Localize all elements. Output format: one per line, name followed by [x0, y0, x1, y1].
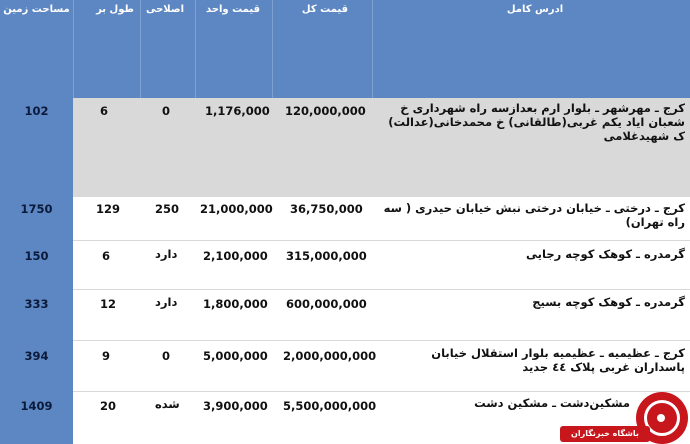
- cell-area[interactable]: 394: [24, 349, 49, 363]
- header-divider: [372, 0, 373, 98]
- area-column: [0, 98, 73, 444]
- header-divider: [73, 0, 74, 98]
- header-address[interactable]: ادرس کامل: [506, 4, 564, 15]
- cell-address[interactable]: مشکین‌دشت ـ مشکین دشت: [474, 396, 630, 410]
- row-divider: [73, 340, 690, 341]
- cell-frontage[interactable]: 6: [100, 104, 109, 118]
- header-area[interactable]: مساحت زمین: [3, 4, 70, 15]
- cell-total-price[interactable]: 2,000,000,000: [283, 349, 377, 363]
- cell-address[interactable]: گرمدره ـ کوهک کوچه بسیج: [532, 295, 685, 309]
- header-divider: [195, 0, 196, 98]
- cell-address[interactable]: گرمدره ـ کوهک کوچه رجایی: [526, 247, 685, 261]
- header-correction[interactable]: اصلاحی: [145, 4, 184, 15]
- cell-correction[interactable]: 0: [162, 349, 171, 363]
- cell-total-price[interactable]: 600,000,000: [286, 297, 367, 311]
- cell-frontage[interactable]: 9: [102, 349, 111, 363]
- cell-area[interactable]: 1750: [20, 202, 53, 216]
- cell-total-price[interactable]: 36,750,000: [290, 202, 363, 216]
- cell-address[interactable]: کرج ـ مهرشهر ـ بلوار ارم بعدازسه راه شهرداری خ شعبان ایاد یکم غربی(طالقانی) خ محمدخانی(عدالت) ک شهیدغلامی: [388, 101, 685, 143]
- row-divider: [73, 289, 690, 290]
- cell-unit-price[interactable]: 21,000,000: [200, 202, 273, 216]
- cell-area[interactable]: 1409: [20, 399, 53, 413]
- cell-area[interactable]: 102: [24, 104, 49, 118]
- cell-address[interactable]: کرج ـ درختی ـ خیابان درختی نبش خیابان حیدری ( سه راه تهران): [383, 201, 685, 229]
- cell-frontage[interactable]: 129: [96, 202, 121, 216]
- cell-unit-price[interactable]: 3,900,000: [203, 399, 268, 413]
- table-header: [0, 0, 690, 98]
- cell-unit-price[interactable]: 5,000,000: [203, 349, 268, 363]
- cell-address[interactable]: کرج ـ عظیمیه ـ عظیمیه بلوار استقلال خیابان پاسداران غربی پلاک ٤٤ جدید: [431, 346, 685, 374]
- brand-label: باشگاه خبرنگاران: [560, 426, 650, 442]
- header-frontage[interactable]: طول بر: [96, 4, 134, 15]
- cell-area[interactable]: 150: [24, 249, 49, 263]
- cell-unit-price[interactable]: 1,176,000: [205, 104, 270, 118]
- row-divider: [73, 196, 690, 197]
- cell-unit-price[interactable]: 1,800,000: [203, 297, 268, 311]
- header-unit-price[interactable]: قیمت واحد: [205, 4, 261, 15]
- cell-correction[interactable]: دارد: [155, 247, 178, 261]
- cell-total-price[interactable]: 315,000,000: [286, 249, 367, 263]
- cell-total-price[interactable]: 120,000,000: [285, 104, 366, 118]
- logo-dot: [657, 414, 665, 422]
- header-divider: [140, 0, 141, 98]
- cell-correction[interactable]: دارد: [155, 295, 178, 309]
- cell-frontage[interactable]: 12: [100, 297, 117, 311]
- cell-area[interactable]: 333: [24, 297, 49, 311]
- cell-unit-price[interactable]: 2,100,000: [203, 249, 268, 263]
- cell-frontage[interactable]: 20: [100, 399, 117, 413]
- row-divider: [73, 391, 690, 392]
- cell-correction[interactable]: شده: [155, 397, 180, 411]
- header-divider: [272, 0, 273, 98]
- cell-correction[interactable]: 0: [162, 104, 171, 118]
- cell-correction[interactable]: 250: [155, 202, 180, 216]
- row-divider: [73, 240, 690, 241]
- cell-frontage[interactable]: 6: [102, 249, 111, 263]
- cell-total-price[interactable]: 5,500,000,000: [283, 399, 377, 413]
- header-total-price[interactable]: قیمت کل: [301, 4, 349, 15]
